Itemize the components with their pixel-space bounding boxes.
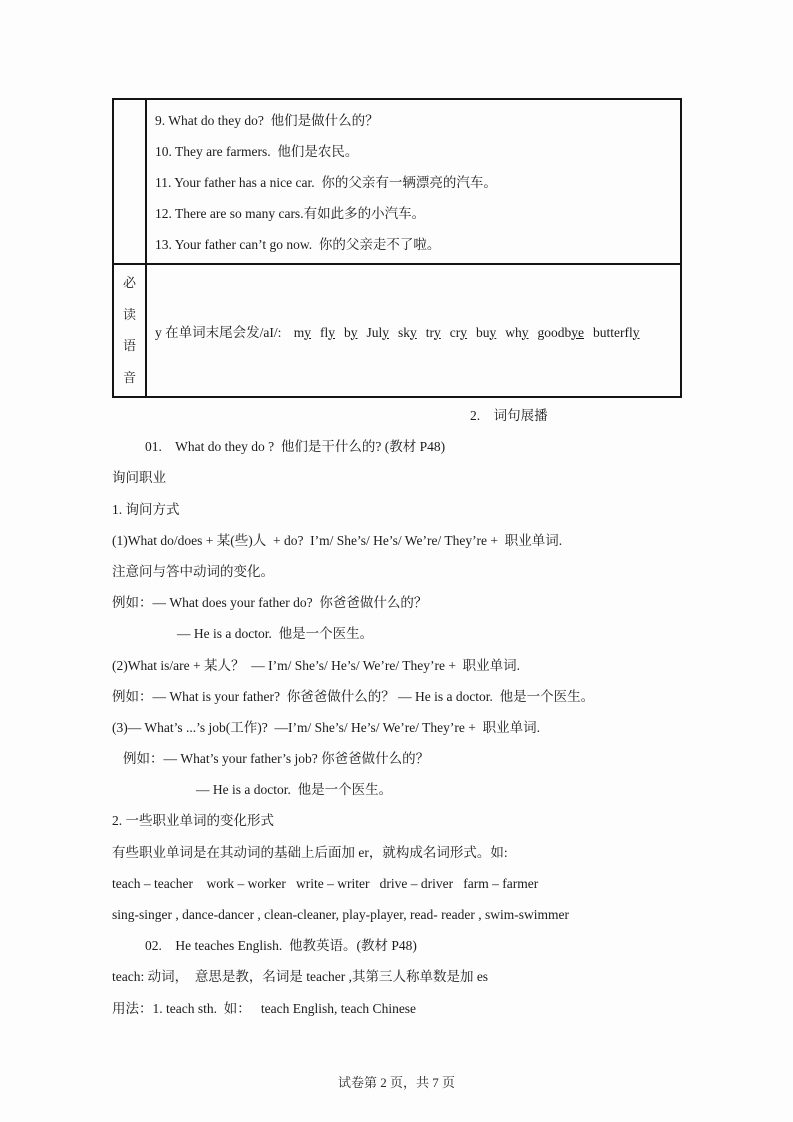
phonics-word: butterfly [593,324,640,340]
phonics-word: my [293,324,312,340]
table-sentence: 9. What do they do? 他们是做什么的？ [155,113,379,128]
note-line: (3)— What’s ...’s job(工作)? —I’m/ She’s/ He’s/ We’re/ They’re + 职业单词. [112,719,540,735]
note-line: 用法：1. teach sth. 如： teach English, teach Chinese [112,1000,417,1016]
note-line: 询问职业 [112,470,166,486]
note-line: (1)What do/does + 某(些)人 + do? I’m/ She’s/ He’s/ We’re/ They’re + 职业单词. [112,532,563,548]
table-sentence: 12. There are so many cars.有如此多的小汽车。 [155,206,426,221]
table-sentence: 10. They are farmers. 他们是农民。 [155,144,359,159]
note-line: 例如：— What does your father do? 你爸爸做什么的？ [112,595,428,611]
phonics-word: cry [449,324,468,340]
note-line: teach: 动词， 意思是教，名词是 teacher ,其第三人称单数是加 es [112,969,489,985]
note-line: — He is a doctor. 他是一个医生。 [196,782,393,798]
phonics-word: July [366,324,390,340]
table-sentence: 13. Your father can’t go now. 你的父亲走不了啦。 [155,237,441,252]
sentence-list [147,100,680,263]
note-line: 2. 一些职业单词的变化形式 [112,813,274,829]
phonics-word: fly [320,324,336,340]
table-label-cell-empty [114,100,147,263]
phonics-word: goodbye [537,324,585,340]
section-heading: 2. 词句展播 [470,408,548,423]
note-line: 例如：— What is your father? 你爸爸做什么的？ — He is a doctor. 他是一个医生。 [112,688,595,704]
phonics-word: try [425,324,441,340]
note-line: 有些职业单词是在其动词的基础上后面加 er，就构成名词形式。如: [112,844,508,860]
item-01-heading: 01. What do they do ? 他们是干什么的? (教材 P48) [145,439,446,455]
phonics-label-char: 必 [122,275,136,291]
table-row-phonics [114,263,680,396]
phonics-label-char: 读 [122,306,136,322]
note-line: teach – teacher work – worker write – writer drive – driver farm – farmer [112,875,539,891]
footer-text: 试卷第 2 页，共 7 页 [337,1075,455,1090]
phonics-word: by [344,324,358,340]
note-line: sing-singer , dance-dancer , clean-cleaner, play-player, read- reader , swim-swimmer [112,907,569,922]
phonics-word: buy [476,324,497,340]
note-line: — He is a doctor. 他是一个医生。 [177,626,374,642]
phonics-intro: y 在单词末尾会发/aI/: [155,324,285,340]
phonics-label-char: 语 [122,338,136,354]
note-line: (2)What is/are + 某人？ — I’m/ She’s/ He’s/ We’re/ They’re + 职业单词. [112,657,521,673]
vocab-table [112,98,682,398]
note-line: 例如：— What’s your father’s job? 你爸爸做什么的？ [123,751,430,767]
notes-section [112,400,687,1024]
table-sentence: 11. Your father has a nice car. 你的父亲有一辆漂亮的汽车。 [155,175,497,190]
note-line: 1. 询问方式 [112,501,180,517]
page-footer [0,1072,793,1091]
phonics-label-char: 音 [122,369,136,385]
phonics-words [285,325,640,340]
table-row-sentences [114,100,680,263]
item-02-heading: 02. He teaches English. 他教英语。(教材 P48) [145,938,417,954]
phonics-line [155,321,640,341]
phonics-label-vertical [114,265,147,396]
phonics-word: sky [398,324,417,340]
note-line: 注意问与答中动词的变化。 [112,563,274,579]
phonics-cell [147,265,680,396]
phonics-word: why [505,324,529,340]
